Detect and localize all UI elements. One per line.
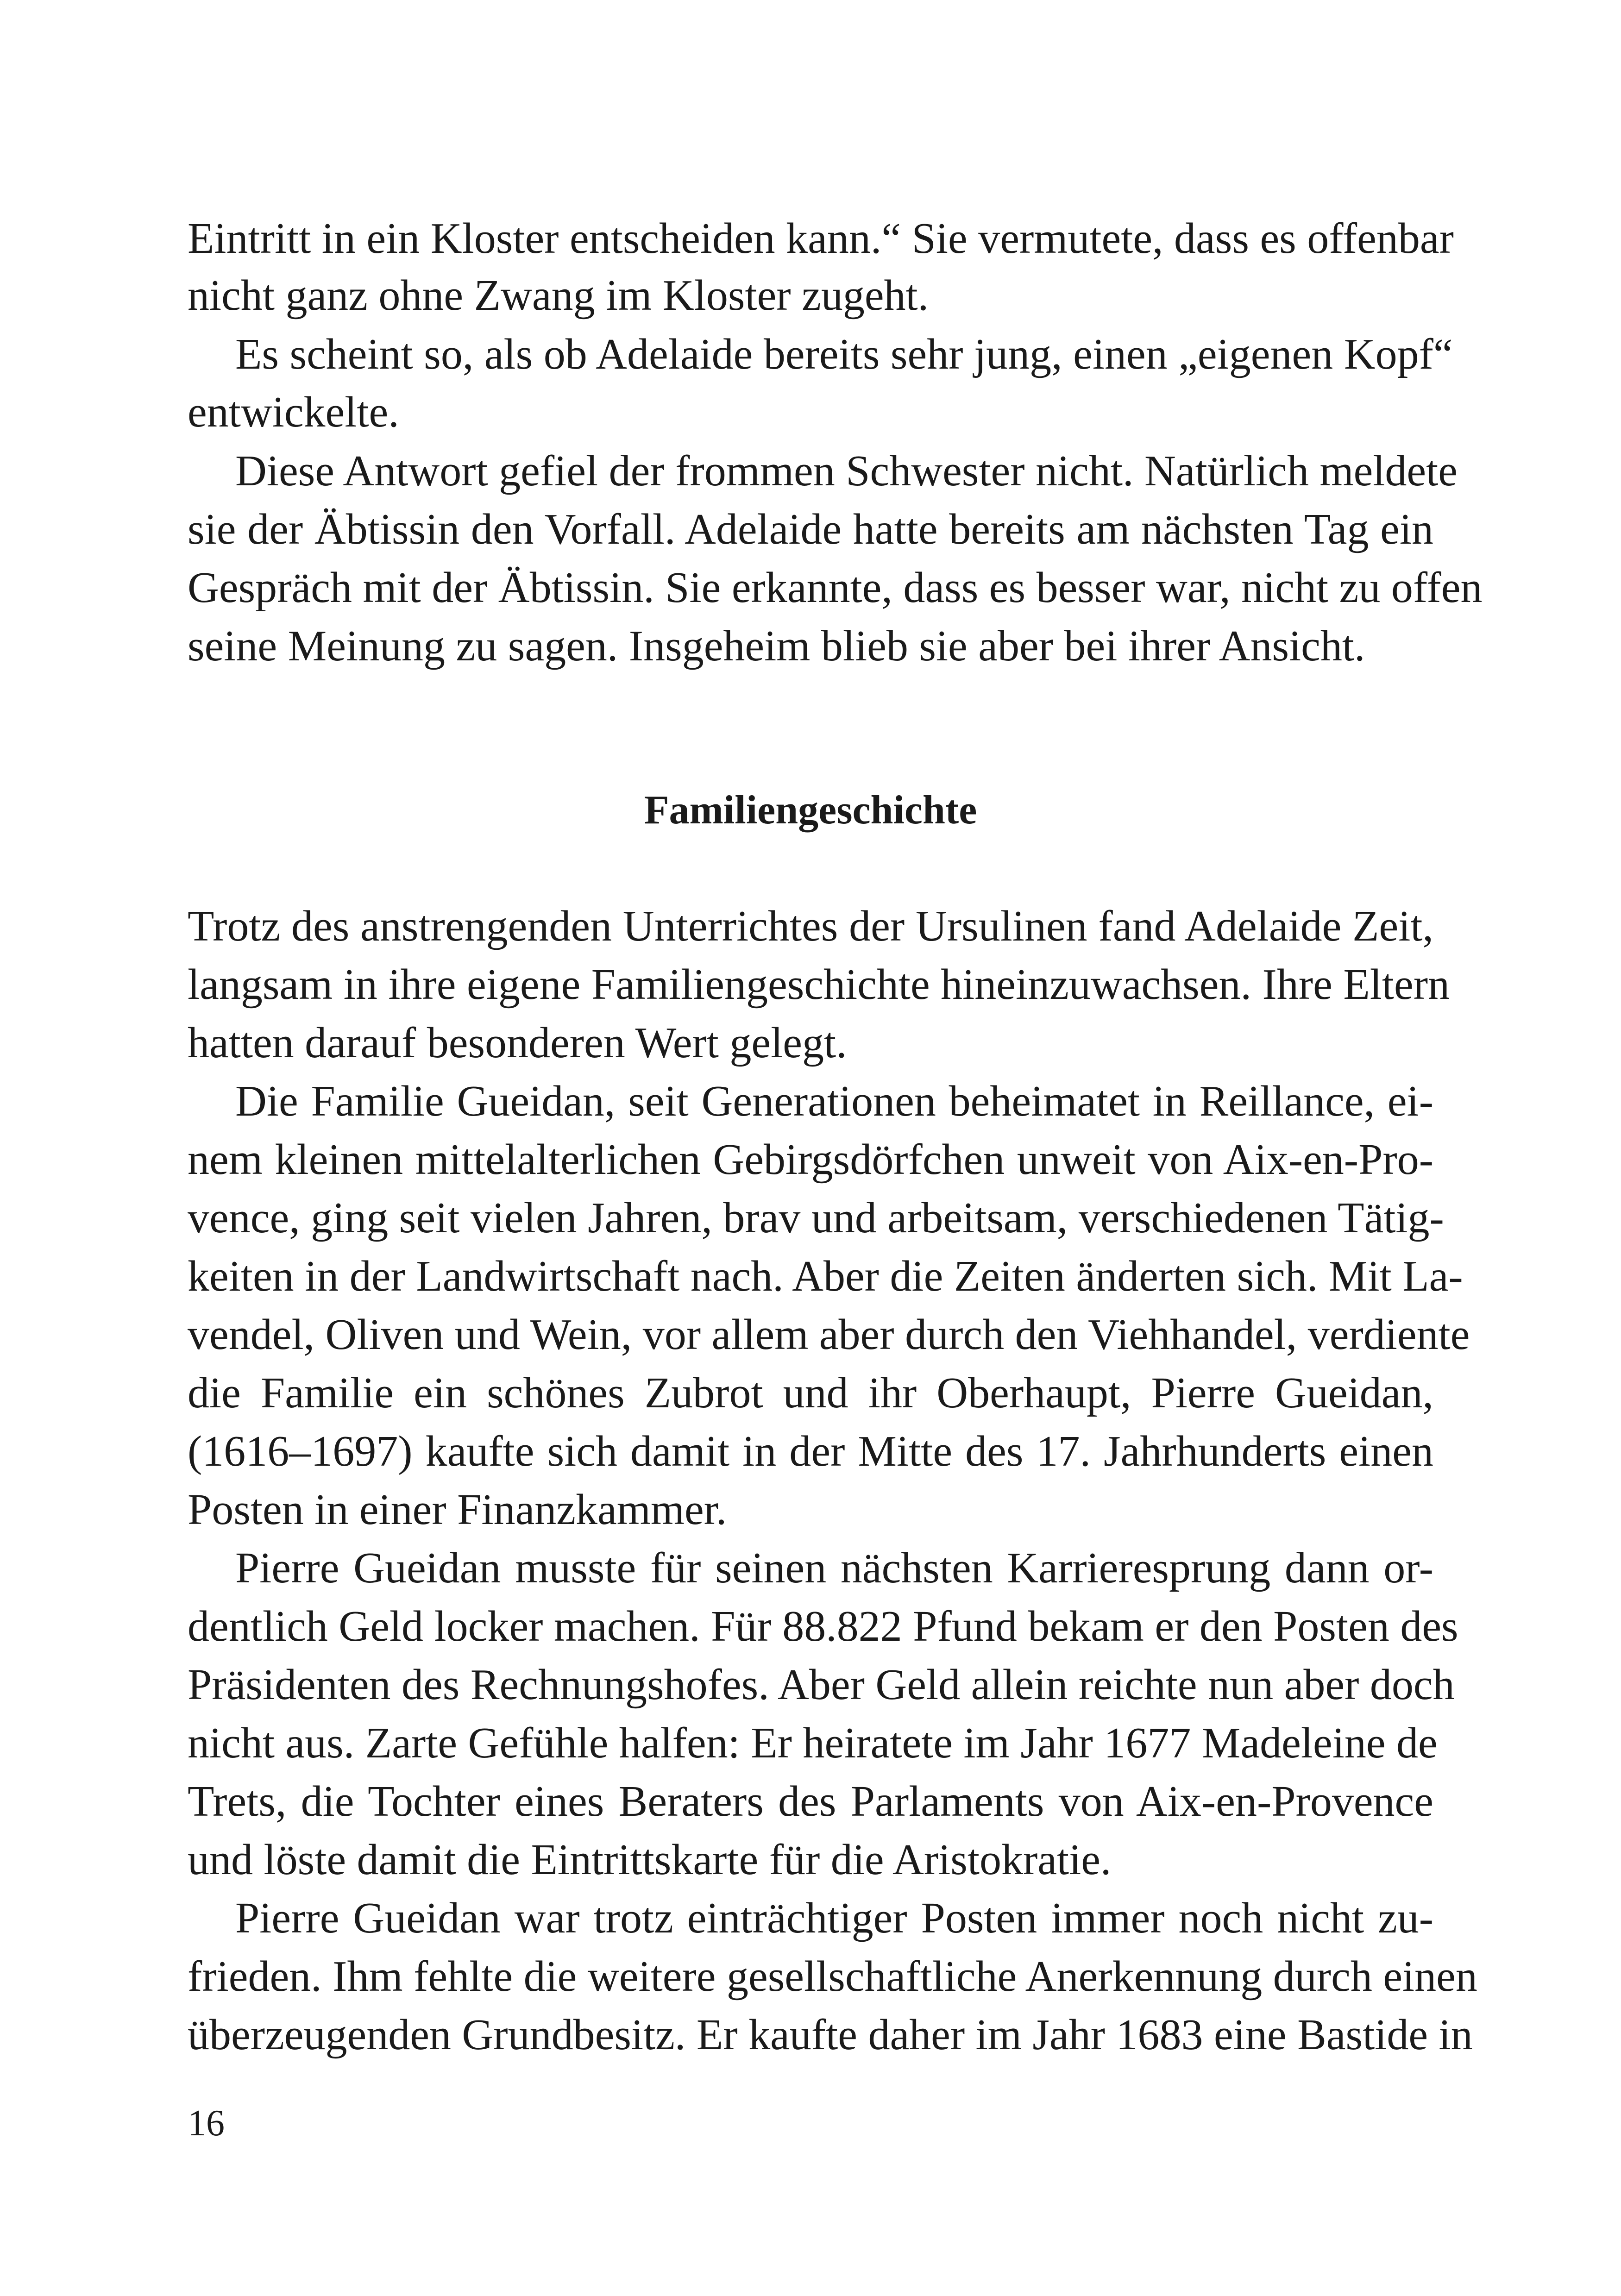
text-line: die Familie ein schönes Zubrot und ihr Oberhaupt, Pierre Gueidan, bbox=[188, 1369, 1433, 1417]
text-line: Eintritt in ein Kloster entscheiden kann.“ Sie vermutete, dass es offenbar bbox=[188, 214, 1454, 263]
text-line: Die Familie Gueidan, seit Generationen beheimatet in Reillance, ei- bbox=[235, 1077, 1433, 1125]
page-number: 16 bbox=[188, 2103, 225, 2144]
text-line: vendel, Oliven und Wein, vor allem aber durch den Viehhandel, verdiente bbox=[188, 1311, 1470, 1359]
text-line: Posten in einer Finanzkammer. bbox=[188, 1486, 727, 1534]
text-line: sie der Äbtissin den Vorfall. Adelaide hatte bereits am nächsten Tag ein bbox=[188, 505, 1433, 553]
text-line: entwickelte. bbox=[188, 388, 399, 436]
text-line: hatten darauf besonderen Wert gelegt. bbox=[188, 1019, 847, 1067]
text-line: Gespräch mit der Äbtissin. Sie erkannte, dass es besser war, nicht zu offen bbox=[188, 564, 1483, 612]
text-line: seine Meinung zu sagen. Insgeheim blieb sie aber bei ihrer Ansicht. bbox=[188, 622, 1365, 670]
text-line: Es scheint so, als ob Adelaide bereits sehr jung, einen „eigenen Kopf“ bbox=[235, 330, 1453, 378]
text-line: nicht ganz ohne Zwang im Kloster zugeht. bbox=[188, 271, 929, 320]
text-line: (1616–1697) kaufte sich damit in der Mitte des 17. Jahrhunderts einen bbox=[188, 1427, 1433, 1475]
text-line: Präsidenten des Rechnungshofes. Aber Geld allein reichte nun aber doch bbox=[188, 1661, 1455, 1709]
text-line: Pierre Gueidan musste für seinen nächsten Karrieresprung dann or- bbox=[235, 1544, 1433, 1592]
text-line: nicht aus. Zarte Gefühle halfen: Er heiratete im Jahr 1677 Madeleine de bbox=[188, 1719, 1438, 1767]
text-line: überzeugenden Grundbesitz. Er kaufte daher im Jahr 1683 eine Bastide in bbox=[188, 2011, 1473, 2059]
text-line: Pierre Gueidan war trotz einträchtiger Posten immer noch nicht zu- bbox=[235, 1894, 1433, 1942]
section-heading: Familiengeschichte bbox=[644, 788, 977, 833]
text-line: Trets, die Tochter eines Beraters des Parlaments von Aix-en-Provence bbox=[188, 1777, 1433, 1826]
text-line: Trotz des anstrengenden Unterrichtes der Ursulinen fand Adelaide Zeit, bbox=[188, 902, 1433, 950]
text-line: dentlich Geld locker machen. Für 88.822 Pfund bekam er den Posten des bbox=[188, 1602, 1458, 1650]
text-line: und löste damit die Eintrittskarte für die Aristokratie. bbox=[188, 1836, 1112, 1884]
text-line: keiten in der Landwirtschaft nach. Aber die Zeiten änderten sich. Mit La- bbox=[188, 1252, 1463, 1300]
text-line: vence, ging seit vielen Jahren, brav und arbeitsam, verschiedenen Tätig- bbox=[188, 1194, 1444, 1242]
text-line: langsam in ihre eigene Familiengeschichte hineinzuwachsen. Ihre Eltern bbox=[188, 960, 1450, 1009]
text-line: Diese Antwort gefiel der frommen Schwester nicht. Natürlich meldete bbox=[235, 447, 1458, 495]
text-line: frieden. Ihm fehlte die weitere gesellschaftliche Anerkennung durch einen bbox=[188, 1952, 1477, 2001]
text-line: nem kleinen mittelalterlichen Gebirgsdörfchen unweit von Aix-en-Pro- bbox=[188, 1135, 1433, 1184]
